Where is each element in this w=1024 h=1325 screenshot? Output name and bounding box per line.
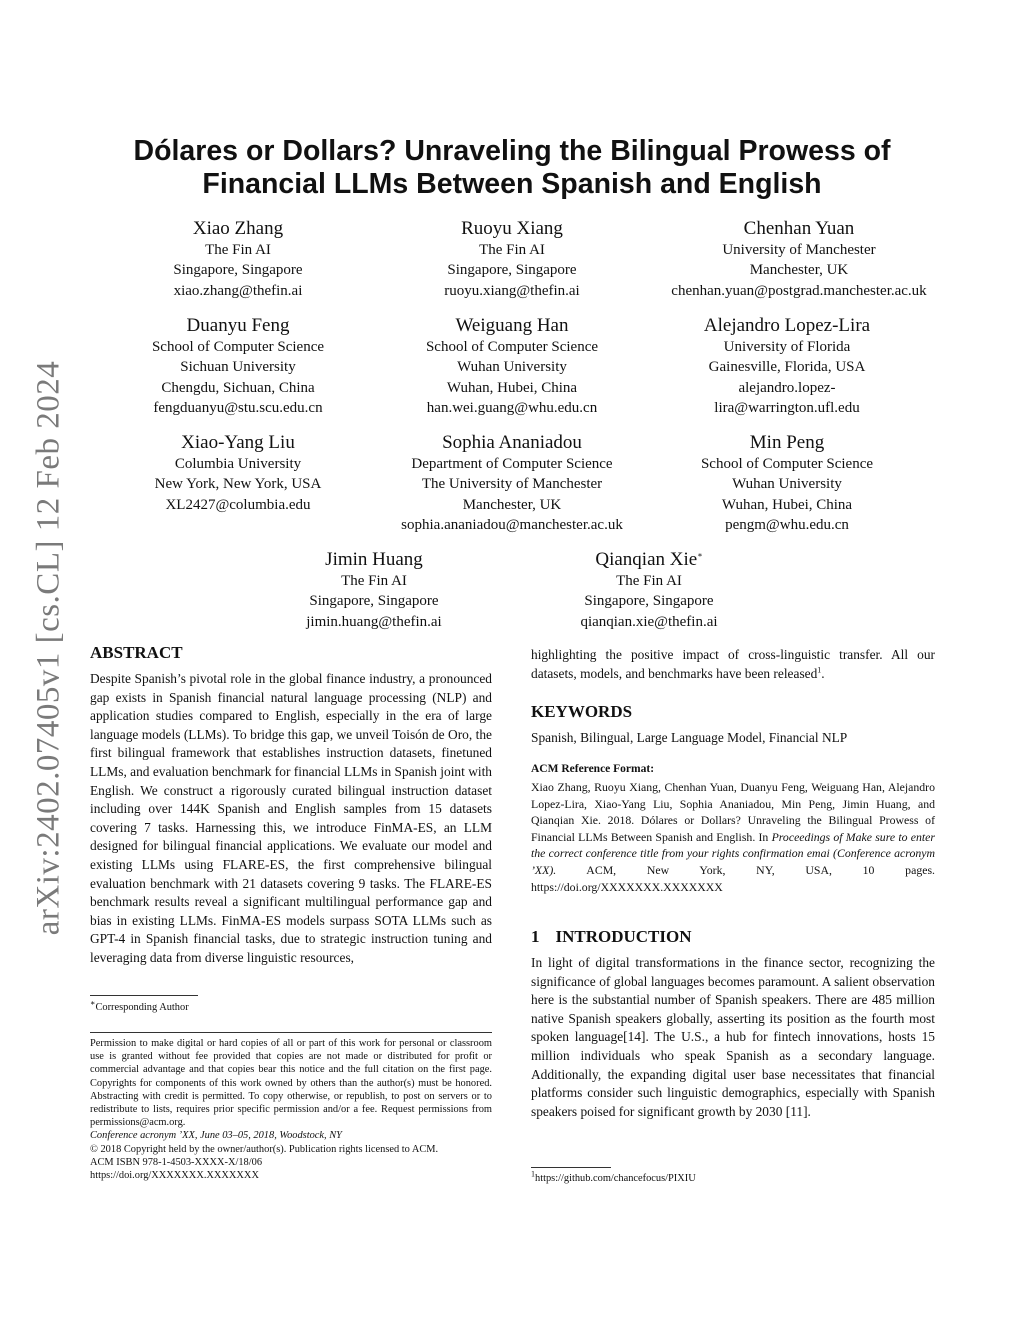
- keywords-text: Spanish, Bilingual, Large Language Model, Financial NLP: [531, 730, 848, 745]
- abstract-section: [90, 643, 492, 968]
- author-affiliation: The University of Manchester: [421, 476, 603, 493]
- author-affiliation: Sichuan University: [180, 359, 296, 376]
- paper-title: [90, 135, 934, 201]
- author-location: Manchester, UK: [462, 496, 562, 513]
- conference-line: Conference acronym ’XX, June 03–05, 2018, Woodstock, NY: [90, 1130, 342, 1142]
- abstract-heading: ABSTRACT: [90, 643, 183, 662]
- author-affiliation: School of Computer Science: [151, 339, 325, 355]
- author-affiliation: University of Florida: [723, 339, 851, 355]
- author-email: alejandro.lopez-: [738, 379, 836, 396]
- author-name: Xiao-Yang Liu: [181, 432, 295, 453]
- author-location: New York, New York, USA: [154, 476, 322, 493]
- author-affiliation: Wuhan University: [457, 359, 567, 376]
- author-affiliation: Wuhan University: [732, 476, 842, 493]
- arxiv-identifier: arXiv:2402.07405v1 [cs.CL] 12 Feb 2024: [30, 360, 67, 936]
- permission-rule: [90, 1032, 492, 1033]
- author-location: Singapore, Singapore: [447, 262, 577, 279]
- author-location: Singapore, Singapore: [584, 593, 714, 610]
- abstract-continuation-end: .: [821, 665, 825, 681]
- introduction-text: In light of digital transformations in the finance sector, recognizing the significance of global languages becomes paramount. A salient observation here is the substantial number of Spanish speakers. There are 485 million native Spanish speakers globally, asserting its position as the fourth most spoken language[14]. The U.S., a hub for fintech innovations, hosts 15 million individuals who speak Spanish as a secondary language. Additionally, the expanding digital user base necessitates that financial platforms consider such linguistic demographics, especially with Spanish speakers poised for significant growth by 2030 [11].: [531, 955, 935, 1119]
- author-block: [224, 548, 524, 632]
- author-name: Min Peng: [749, 432, 825, 453]
- author-location: Wuhan, Hubei, China: [446, 379, 578, 396]
- acm-reference-section: [531, 762, 935, 895]
- author-location: Manchester, UK: [749, 262, 849, 279]
- introduction-heading: [531, 927, 935, 947]
- author-affiliation: The Fin AI: [205, 242, 271, 258]
- author-affiliation: Columbia University: [174, 456, 302, 472]
- author-email: ruoyu.xiang@thefin.ai: [444, 282, 580, 299]
- author-email: chenhan.yuan@postgrad.manchester.ac.uk: [671, 282, 927, 299]
- author-email: han.wei.guang@whu.edu.cn: [426, 399, 598, 416]
- corresponding-mark: ∗: [697, 550, 703, 560]
- permission-block: [90, 1037, 492, 1182]
- author-location: Gainesville, Florida, USA: [708, 359, 866, 376]
- footnote-text: Corresponding Author: [95, 1002, 189, 1013]
- author-location: Singapore, Singapore: [309, 593, 439, 610]
- url-footnote: [531, 1169, 935, 1185]
- author-block: [88, 314, 388, 418]
- author-name: Chenhan Yuan: [743, 218, 855, 239]
- abstract-continuation: [531, 646, 935, 683]
- author-block: [499, 548, 799, 632]
- author-name-wrap: [499, 548, 799, 571]
- author-affiliation: University of Manchester: [722, 242, 876, 258]
- author-email: sophia.ananiadou@manchester.ac.uk: [401, 516, 623, 533]
- author-email: XL2427@columbia.edu: [165, 496, 311, 513]
- abstract-continuation-paragraph: [531, 646, 935, 683]
- author-name: Weiguang Han: [455, 315, 569, 336]
- section-number: 1: [531, 927, 540, 946]
- doi-line: https://doi.org/XXXXXXX.XXXXXXX: [90, 1170, 259, 1182]
- footnote-mark: ∗: [90, 998, 96, 1008]
- author-affiliation: The Fin AI: [479, 242, 545, 258]
- author-affiliation: The Fin AI: [616, 573, 682, 589]
- keywords-heading: KEYWORDS: [531, 702, 633, 721]
- acm-reference-publisher: ACM, New York, NY, USA, 10 pages. https://doi.org/XXXXXXX.XXXXXXX: [531, 862, 935, 894]
- copyright-line: © 2018 Copyright held by the owner/author(s). Publication rights licensed to ACM.: [90, 1143, 439, 1155]
- author-name: Xiao Zhang: [192, 218, 284, 239]
- author-affiliation: Department of Computer Science: [411, 456, 613, 472]
- author-affiliation: School of Computer Science: [425, 339, 599, 355]
- acm-reference-proceedings: Proceedings of Make sure to enter the correct conference title from your rights confirmation emai (Conference acronym ’XX).: [531, 829, 935, 877]
- footnote-url: https://github.com/chancefocus/PIXIU: [535, 1173, 696, 1184]
- author-location: Chengdu, Sichuan, China: [161, 379, 315, 396]
- author-email: jimin.huang@thefin.ai: [306, 613, 442, 630]
- author-email: xiao.zhang@thefin.ai: [173, 282, 303, 299]
- author-block: [637, 431, 937, 535]
- author-name: Duanyu Feng: [186, 315, 290, 336]
- acm-reference-label: ACM Reference Format:: [531, 763, 655, 775]
- author-block: [88, 431, 388, 515]
- footnote-ref: 1: [817, 665, 822, 675]
- author-name: Qianqian Xie: [595, 549, 698, 570]
- abstract-continuation-text: highlighting the positive impact of cross-linguistic transfer. All our datasets, models, and benchmarks have been released: [531, 647, 935, 681]
- author-email: fengduanyu@stu.scu.edu.cn: [153, 399, 323, 416]
- author-block: [637, 314, 937, 418]
- keywords-section: [531, 702, 935, 748]
- author-email: lira@warrington.ufl.edu: [714, 399, 860, 416]
- introduction-section: [531, 927, 935, 1121]
- author-affiliation: School of Computer Science: [700, 456, 874, 472]
- author-block: [634, 217, 964, 301]
- author-block: [362, 314, 662, 418]
- isbn-line: ACM ISBN 978-1-4503-XXXX-X/18/06: [90, 1156, 263, 1168]
- author-block: [88, 217, 388, 301]
- author-location: Wuhan, Hubei, China: [721, 496, 853, 513]
- title-line-2: Financial LLMs Between Spanish and English: [202, 168, 822, 200]
- title-line-1: Dólares or Dollars? Unraveling the Bilingual Prowess of: [133, 135, 891, 167]
- abstract-text: Despite Spanish’s pivotal role in the global finance industry, a pronounced gap exists in Spanish financial natural language processing (NLP) and application studies compared to English, especially in the era of large language models (LLMs). To bridge this gap, we unveil Toisón de Oro, the first bilingual framework that establishes instruction datasets, finetuned LLMs, and evaluation benchmark for financial LLMs in Spanish joint with English. We construct a rigorously curated bilingual instruction dataset including over 144K Spanish and English samples from 15 datasets covering 7 tasks. Harnessing this, we introduce FinMA-ES, an LLM designed for bilingual financial applications. We evaluate our model and existing LLMs using FLARE-ES, the first comprehensive bilingual evaluation benchmark with 21 datasets covering 9 tasks. The FLARE-ES benchmark results reveal a significant multilingual performance gap and bias in existing LLMs. FinMA-ES models surpass SOTA LLMs such as GPT-4 in Spanish financial tasks, due to strategic instruction tuning and leveraging data from diverse linguistic resources,: [90, 671, 493, 965]
- permission-text: Permission to make digital or hard copies of all or part of this work for personal or classroom use is granted without fee provided that copies are not made or distributed for profit or commercial advantage and that copies bear this notice and the full citation on the first page. Copyrights for components of this work owned by others than the author(s) must be honored. Abstracting with credit is permitted. To copy otherwise, or republish, to post on servers or to redistribute to lists, requires prior specific permission and/or a fee. Request permissions from permissions@acm.org.: [90, 1038, 492, 1129]
- author-affiliation: The Fin AI: [341, 573, 407, 589]
- author-block: [362, 431, 662, 535]
- footnote-rule: [90, 995, 198, 996]
- author-name: Jimin Huang: [325, 549, 423, 570]
- author-email: qianqian.xie@thefin.ai: [580, 613, 718, 630]
- author-name: Sophia Ananiadou: [442, 432, 582, 453]
- section-title: INTRODUCTION: [555, 927, 692, 946]
- footnote-mark: 1: [531, 1169, 535, 1179]
- author-name: Alejandro Lopez-Lira: [703, 315, 871, 336]
- author-name: Ruoyu Xiang: [461, 218, 563, 239]
- corresponding-footnote: [90, 998, 492, 1014]
- footnote-rule: [531, 1167, 611, 1168]
- author-block: [362, 217, 662, 301]
- author-email: pengm@whu.edu.cn: [725, 516, 849, 533]
- author-location: Singapore, Singapore: [173, 262, 303, 279]
- acm-reference-text: [531, 779, 935, 895]
- acm-reference-authors: Xiao Zhang, Ruoyu Xiang, Chenhan Yuan, Duanyu Feng, Weiguang Han, Alejandro Lopez-Lira, Xiao-Yang Liu, Sophia Ananiadou, Min Peng, Jimin Huang, and Qianqian Xie. 2018. Dólares or Dollars? Unraveling the Bilingual Prowess of Financial LLMs Between Spanish and English. In: [531, 780, 935, 844]
